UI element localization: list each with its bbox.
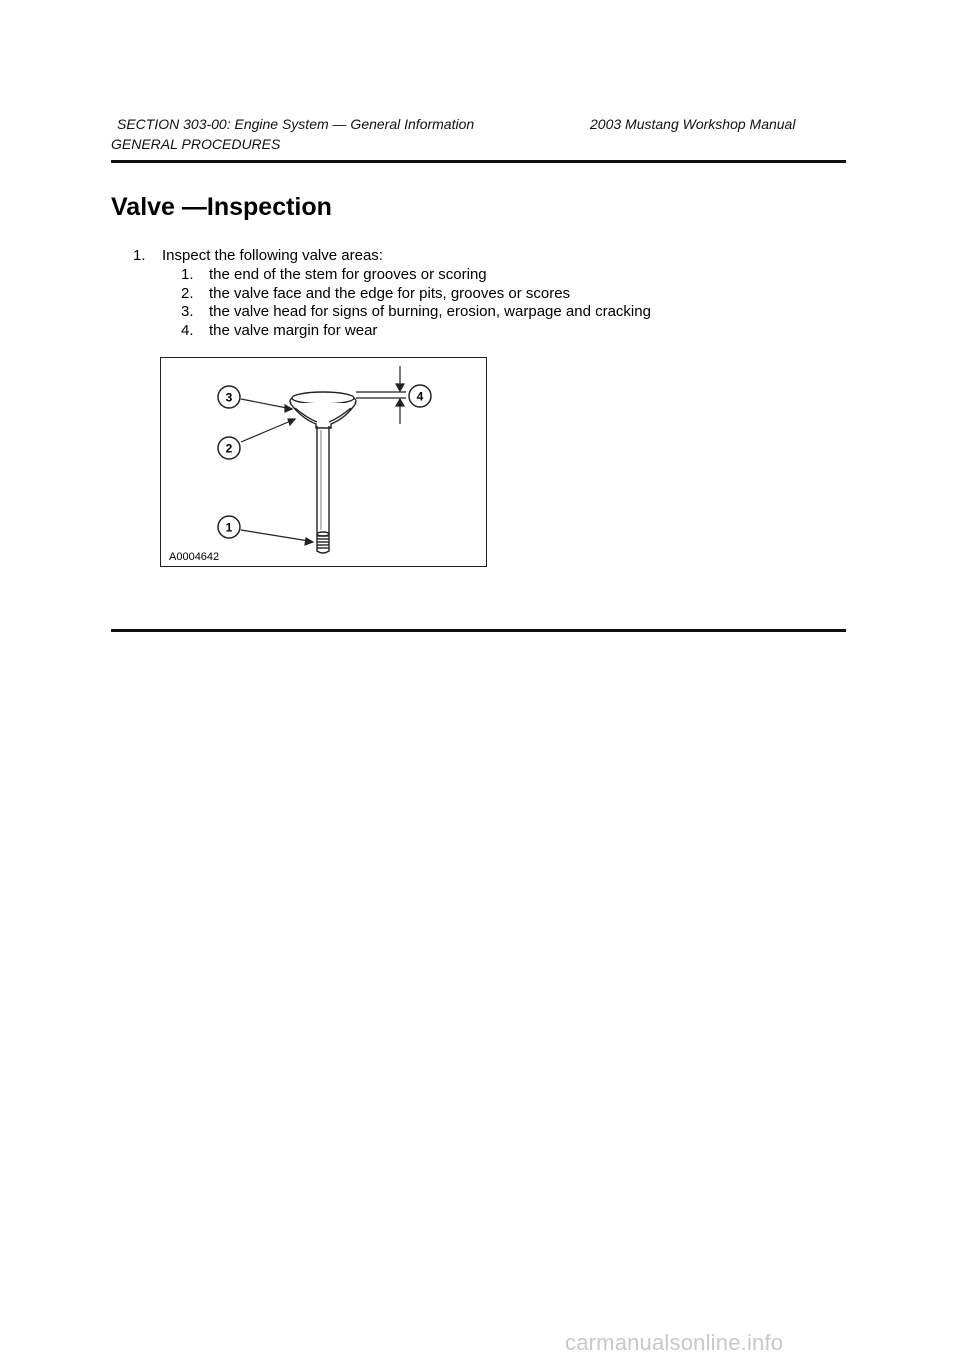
callout-4-label: 4	[416, 389, 424, 404]
leader-lines	[241, 399, 313, 545]
page-title: Valve —Inspection	[111, 193, 332, 221]
valve-figure	[160, 357, 487, 567]
step-text: Inspect the following valve areas:	[162, 247, 383, 264]
substep-text: the valve margin for wear	[209, 322, 378, 339]
substep-number: 3.	[181, 303, 194, 320]
callout-2-label: 2	[225, 441, 233, 456]
valve-diagram	[161, 358, 486, 566]
figure-id: A0004642	[169, 551, 220, 563]
bottom-divider	[111, 629, 846, 632]
watermark: carmanualsonline.info	[565, 1330, 784, 1355]
callout-3	[218, 386, 240, 408]
callout-4	[409, 385, 431, 407]
callout-1-label: 1	[225, 520, 233, 535]
header-section-title: SECTION 303-00: Engine System — General Information	[117, 116, 475, 132]
top-divider	[111, 160, 846, 163]
substep-number: 2.	[181, 285, 194, 302]
step-number: 1.	[133, 247, 146, 264]
callout-3-label: 3	[225, 390, 233, 405]
callout-1	[218, 516, 240, 538]
substep-text: the valve head for signs of burning, erosion, warpage and cracking	[209, 303, 651, 320]
callout-2	[218, 437, 240, 459]
margin-dimension	[356, 366, 406, 424]
substep-number: 4.	[181, 322, 194, 339]
substep-text: the valve face and the edge for pits, grooves or scores	[209, 285, 571, 302]
substep-text: the end of the stem for grooves or scoring	[209, 266, 487, 283]
substep-number: 1.	[181, 266, 194, 283]
header-category: GENERAL PROCEDURES	[111, 136, 281, 152]
valve-illustration	[290, 392, 356, 553]
header-manual-title: 2003 Mustang Workshop Manual	[590, 116, 796, 132]
